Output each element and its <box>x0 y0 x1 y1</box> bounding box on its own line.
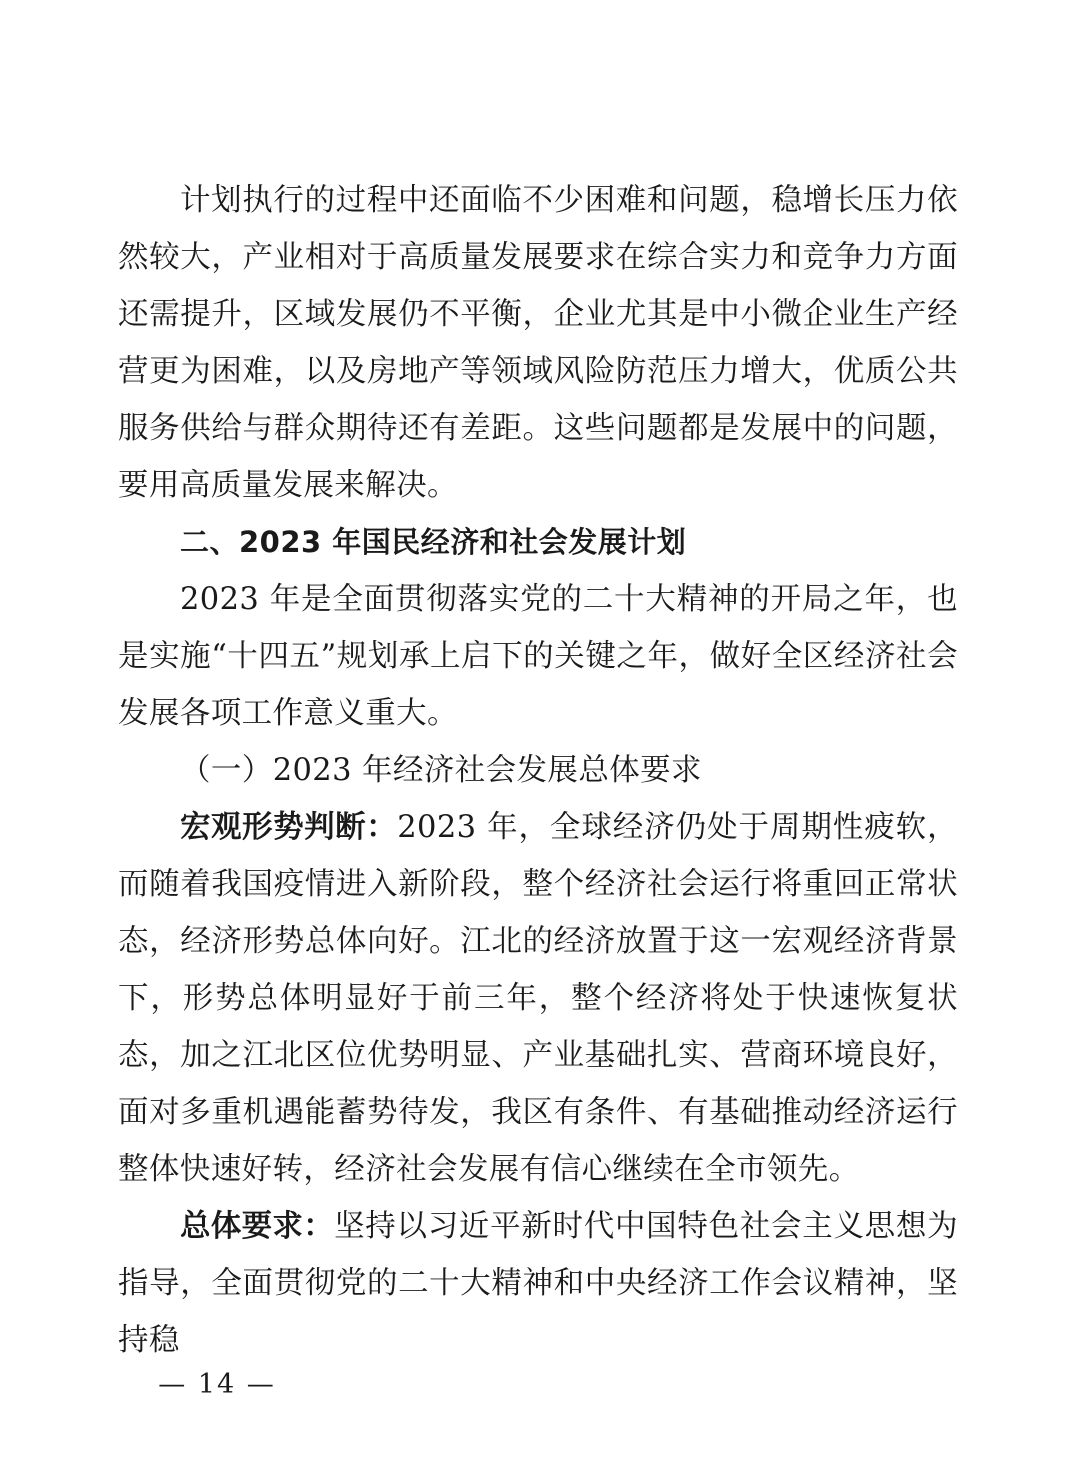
page-number: — 14 — <box>158 1369 276 1400</box>
paragraph-2023-opening: 2023 年是全面贯彻落实党的二十大精神的开局之年，也是实施“十四五”规划承上启下的关键之年，做好全区经济社会发展各项工作意义重大。 <box>118 582 958 731</box>
page-footer <box>0 1369 1074 1400</box>
paragraph-overall-requirement <box>118 1198 958 1369</box>
paragraph-overall-lead: 总体要求： <box>180 1209 335 1244</box>
paragraph-macro-judgement <box>118 799 958 1198</box>
paragraph-continuation: 计划执行的过程中还面临不少困难和问题，稳增长压力依然较大，产业相对于高质量发展要求在综合实力和竞争力方面还需提升，区域发展仍不平衡，企业尤其是中小微企业生产经营更为困难，以及房地产等领域风险防范压力增大，优质公共服务供给与群众期待还有差距。这些问题都是发展中的问题，要用高质量发展来解决。 <box>118 183 958 503</box>
page-content <box>118 172 958 1369</box>
section-heading: 二、2023 年国民经济和社会发展计划 <box>180 525 687 559</box>
paragraph-macro-lead: 宏观形势判断： <box>180 810 398 845</box>
paragraph-overall-body: 坚持以习近平新时代中国特色社会主义思想为指导，全面贯彻党的二十大精神和中央经济工作会议精神，坚持稳 <box>118 1209 958 1358</box>
subsection-heading: （一）2023 年经济社会发展总体要求 <box>180 753 702 788</box>
paragraph-macro-body: 2023 年，全球经济仍处于周期性疲软，而随着我国疫情进入新阶段，整个经济社会运行将重回正常状态，经济形势总体向好。江北的经济放置于这一宏观经济背景下，形势总体明显好于前三年，整个经济将处于快速恢复状态，加之江北区位优势明显、产业基础扎实、营商环境良好，面对多重机遇能蓄势待发，我区有条件、有基础推动经济运行整体快速好转，经济社会发展有信心继续在全市领先。 <box>118 810 958 1187</box>
